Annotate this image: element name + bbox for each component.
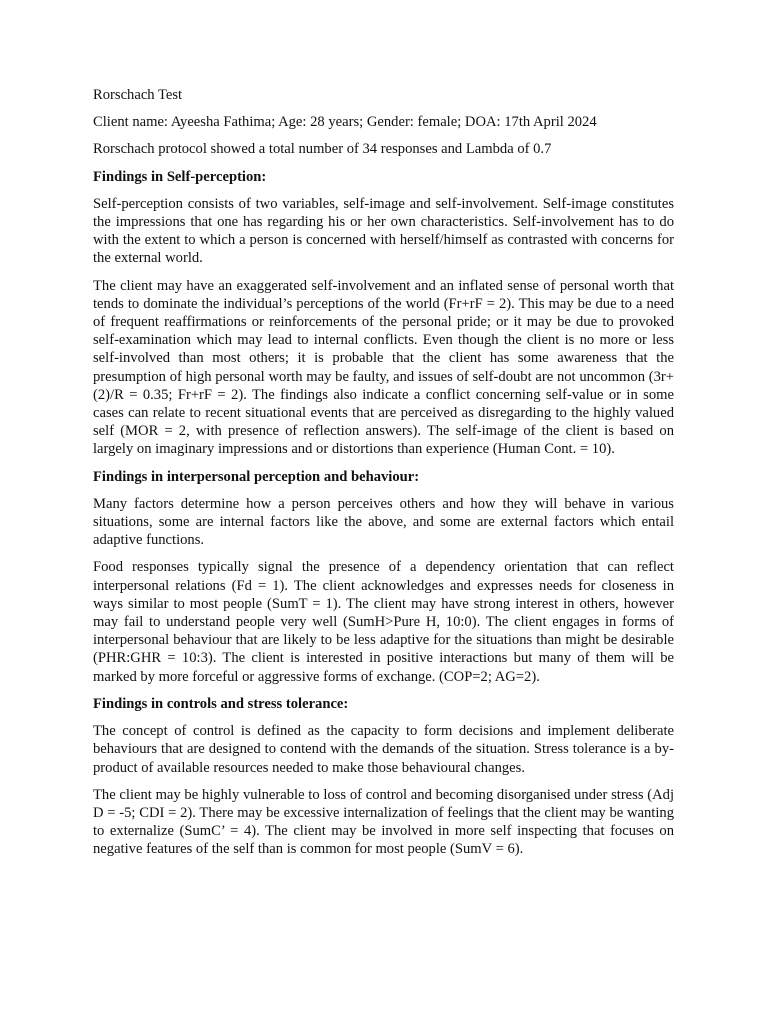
controls-findings: The client may be highly vulnerable to loss of control and becoming disorganised under stress (Adj D = -5; CDI = 2). There may be excessive internalization of feelings that the client may be wanting to externalize (SumC’ = 4). The client may be involved in more self inspecting that focuses on negative features of the self than is common for most people (SumV = 6). — [93, 786, 674, 858]
interpersonal-definition: Many factors determine how a person perceives others and how they will behave in various situations, some are internal factors like the above, and some are external factors which entail adaptive functions. — [93, 495, 674, 549]
protocol-summary: Rorschach protocol showed a total number of 34 responses and Lambda of 0.7 — [93, 141, 552, 158]
interpersonal-heading: Findings in interpersonal perception and behaviour: — [93, 468, 420, 485]
interpersonal-findings: Food responses typically signal the presence of a dependency orientation that can reflect interpersonal relations (Fd = 1). The client acknowledges and expresses needs for closeness in ways similar to most people (SumT = 1). The client may have strong interest in others, however may fail to understand people very well (SumH>Pure H, 10:0). The client engages in forms of interpersonal behaviour that are likely to be less adaptive for the situations than might be desirable (PHR:GHR = 10:3). The client is interested in positive interactions but many of them will be marked by more forceful or aggressive forms of exchange. (COP=2; AG=2). — [93, 559, 674, 685]
self-perception-heading: Findings in Self-perception: — [93, 168, 267, 185]
controls-heading: Findings in controls and stress tolerance: — [93, 695, 349, 712]
self-perception-findings: The client may have an exaggerated self-involvement and an inflated sense of personal worth that tends to dominate the individual’s perceptions of the world (Fr+rF = 2). This may be due to a need of frequent reaffirmations or reinforcements of the personal pride; or it may be due to provoked self-examination which may lead to internal conflicts. Even though the client is no more or less self-involved than most others; it is probable that the client has some awareness that the presumption of high personal worth may be faulty, and issues of self-doubt are not uncommon (3r+(2)/R = 0.35; Fr+rF = 2). The findings also indicate a conflict concerning self-value or in some cases can relate to recent situational events that are perceived as disregarding to the highly valued self (MOR = 2, with presence of reflection answers). The self-image of the client is based on largely on imaginary impressions and or distortions than experience (Human Cont. = 10). — [93, 277, 674, 458]
controls-definition: The concept of control is defined as the capacity to form decisions and implement deliberate behaviours that are designed to contend with the demands of the situation. Stress tolerance is a by-product of available resources needed to make those behavioural changes. — [93, 723, 674, 776]
document-page — [93, 86, 674, 868]
document-title: Rorschach Test — [93, 87, 183, 103]
client-info: Client name: Ayeesha Fathima; Age: 28 years; Gender: female; DOA: 17th April 2024 — [93, 114, 597, 131]
self-perception-definition: Self-perception consists of two variables, self-image and self-involvement. Self-image constitutes the impressions that one has regarding his or her own characteristics. Self-involvement has to do with the extent to which a person is concerned with herself/himself as contrasted with concerns for the external world. — [93, 195, 674, 267]
